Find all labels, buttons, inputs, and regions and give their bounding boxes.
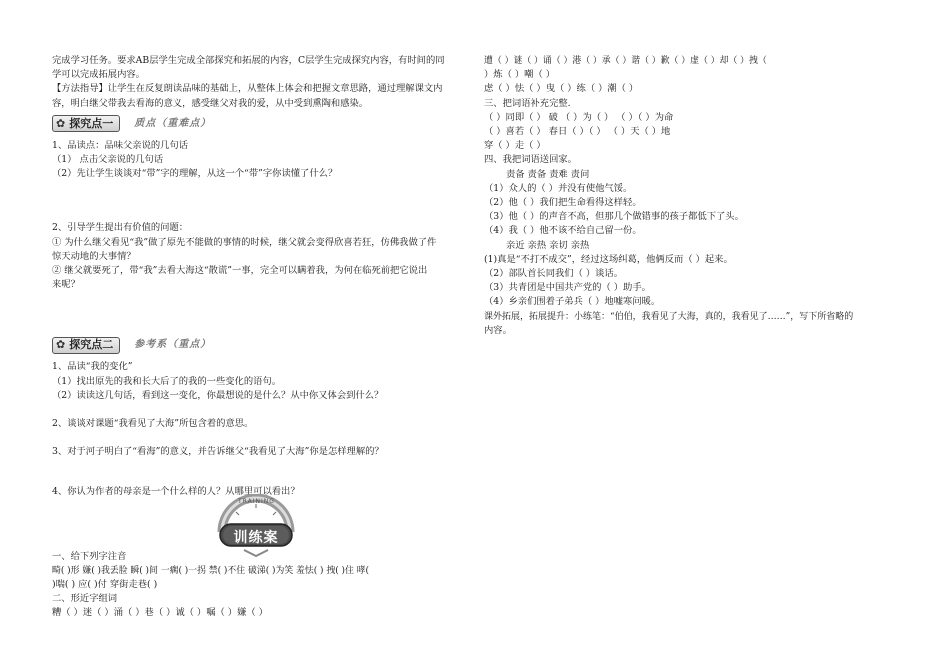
section2-question-2: 2、谈谈对课题“我看见了大海”所包含着的意思。 <box>52 418 254 430</box>
word-bank-1: 责备 责备 责难 责问 <box>506 168 590 180</box>
exercise1-line: 畸( )形 嫌( )我丢脸 瞬( )间 一瘸( )一拐 禁( )不住 破涕( )为笑 羞怯( ) 拽( )住 哮( <box>52 565 369 576</box>
answer-space <box>52 181 472 221</box>
exercise3-line: 穿（ ）走（ ） <box>484 140 546 152</box>
intro-line: 学可以完成拓展内容。 <box>52 69 145 81</box>
method-guide-line: 【方法指导】让学生在反复朗读品味的基础上，从整体上体会和把握文章思路，通过理解课文内 <box>52 83 443 95</box>
exercise4-title: 四、我把词语送回家。 <box>484 154 577 166</box>
section2-subtitle: 参考系（重点） <box>134 339 212 351</box>
section2-question-3: 3、对于河子明白了“看海”的意义，并告诉继父“我看见了大海”你是怎样理解的？ <box>52 446 384 458</box>
word-bank-2: 亲近 亲热 亲切 亲热 <box>506 239 590 251</box>
section2-line: （2）读读这几句话，看到这一变化，你最想说的是什么？从中你又体会到什么？ <box>52 389 384 401</box>
section2-question-4: 4、你认为作者的母亲是一个什么样的人？从哪里可以看出？ <box>52 486 300 498</box>
section1-line: 来呢？ <box>52 279 80 291</box>
section1-title: 探究点一 <box>69 116 114 130</box>
extension-line: 内容。 <box>484 324 512 336</box>
section1-line: （2）先让学生谈谈对“带”字的理解，从这一个“带”字你读懂了什么？ <box>52 168 338 180</box>
exercise3-title: 三、把词语补充完整. <box>484 97 571 109</box>
exercise1-title: 一、给下列字注音 <box>52 550 127 562</box>
section2-title: 探究点二 <box>69 338 114 352</box>
similar-chars-line: 虑（ ）怯（ ）曳（ ）练（ ）潮（ ） <box>484 83 639 95</box>
section2-line: （1）找出原先的我和长大后了的我的一些变化的语句。 <box>52 375 282 387</box>
exercise4-sentence: （2）他（ ）我们把生命看得这样轻。 <box>484 197 642 209</box>
similar-chars-line: ）炼（ ）嘲（ ） <box>484 69 555 81</box>
star-icon: ✿ <box>56 338 66 352</box>
exercise3-line: （ ）同即（ ） 破 （ ）为（ ） （ ）（ ）为命 <box>484 111 674 123</box>
training-badge-label: 训练案 <box>233 530 279 546</box>
section1-line: （1） 点击父亲说的几句话 <box>52 154 164 166</box>
star-icon: ✿ <box>56 116 66 130</box>
answer-space <box>52 403 472 417</box>
section2-banner <box>52 336 472 354</box>
answer-space <box>52 431 472 445</box>
exercise4-sentence: （4）我（ ）他不该不给自己留一份。 <box>484 225 642 237</box>
exercise4-sentence: (1)真是“不打不成交”，经过这场纠葛，他俩反而（ ）起来。 <box>484 253 733 265</box>
section1-line: ① 为什么继父看见“我”做了原先不能做的事情的时候，继父就会变得欣喜若狂，仿佛我做了件 <box>52 236 437 248</box>
section1-title-box <box>52 115 120 132</box>
exercise3-line: （ ）喜若（ ） 春日（ ）（ ） （ ）天（ ）地 <box>484 126 671 138</box>
method-guide-line: 容，明白继父带我去看海的意义，感受继父对我的爱，从中受到熏陶和感染。 <box>52 97 369 109</box>
training-badge-arc-text: TRAINING <box>238 498 275 505</box>
right-column <box>484 54 904 338</box>
section1-line: 2、引导学生提出有价值的问题： <box>52 222 189 234</box>
section2-line: 1、品读“我的变化” <box>52 361 133 373</box>
exercise4-sentence: （1）众人的（ ）并没有使他气馁。 <box>484 182 633 194</box>
section2-title-box <box>52 337 120 354</box>
section1-banner <box>52 115 472 133</box>
similar-chars-line: 遭（ ）谜（ ）诵（ ）港（ ）承（ ）谐（ ）歉（ ）虚（ ）却（ ）拽（ <box>484 56 767 66</box>
exercise2-line: 糟（ ）迷（ ）涌（ ）巷（ ）诚（ ）嘱（ ）嫌（ ） <box>52 607 268 619</box>
section1-line: 惊天动地的大事情？ <box>52 250 136 262</box>
exercise4-sentence: （3）共青团是中国共产党的（ ）助手。 <box>484 282 651 294</box>
intro-line: 完成学习任务。要求AB层学生完成全部探究和拓展的内容，C层学生完成探究内容，有时间的同 <box>52 55 445 66</box>
section1-subtitle: 质点（重难点） <box>134 117 212 129</box>
training-badge <box>214 494 298 560</box>
extension-line: 课外拓展，拓展提升：小练笔：“伯伯，我看见了大海，真的，我看见了……”，写下所省略的 <box>484 311 854 322</box>
exercise2-title: 二、形近字组词 <box>52 593 118 605</box>
exercise4-sentence: （2）部队首长同我们（ ）谈话。 <box>484 268 624 280</box>
exercise1-line: )喘( ) 应( )付 穿街走巷( ) <box>52 579 158 591</box>
section1-line: ② 继父就要死了，带“我”去看大海这“散谎”一事，完全可以瞒着我，为何在临死前把它说出 <box>52 265 428 277</box>
exercise4-sentence: （3）他（ ）的声音不高，但那几个做错事的孩子都低下了头。 <box>484 211 744 223</box>
answer-space <box>52 459 472 485</box>
section1-line: 1、品读点：品味父亲说的几句话 <box>52 139 189 151</box>
exercise4-sentence: （4）乡亲们围着子弟兵（ ）地嘘寒问暖。 <box>484 296 661 308</box>
answer-space <box>52 292 472 332</box>
